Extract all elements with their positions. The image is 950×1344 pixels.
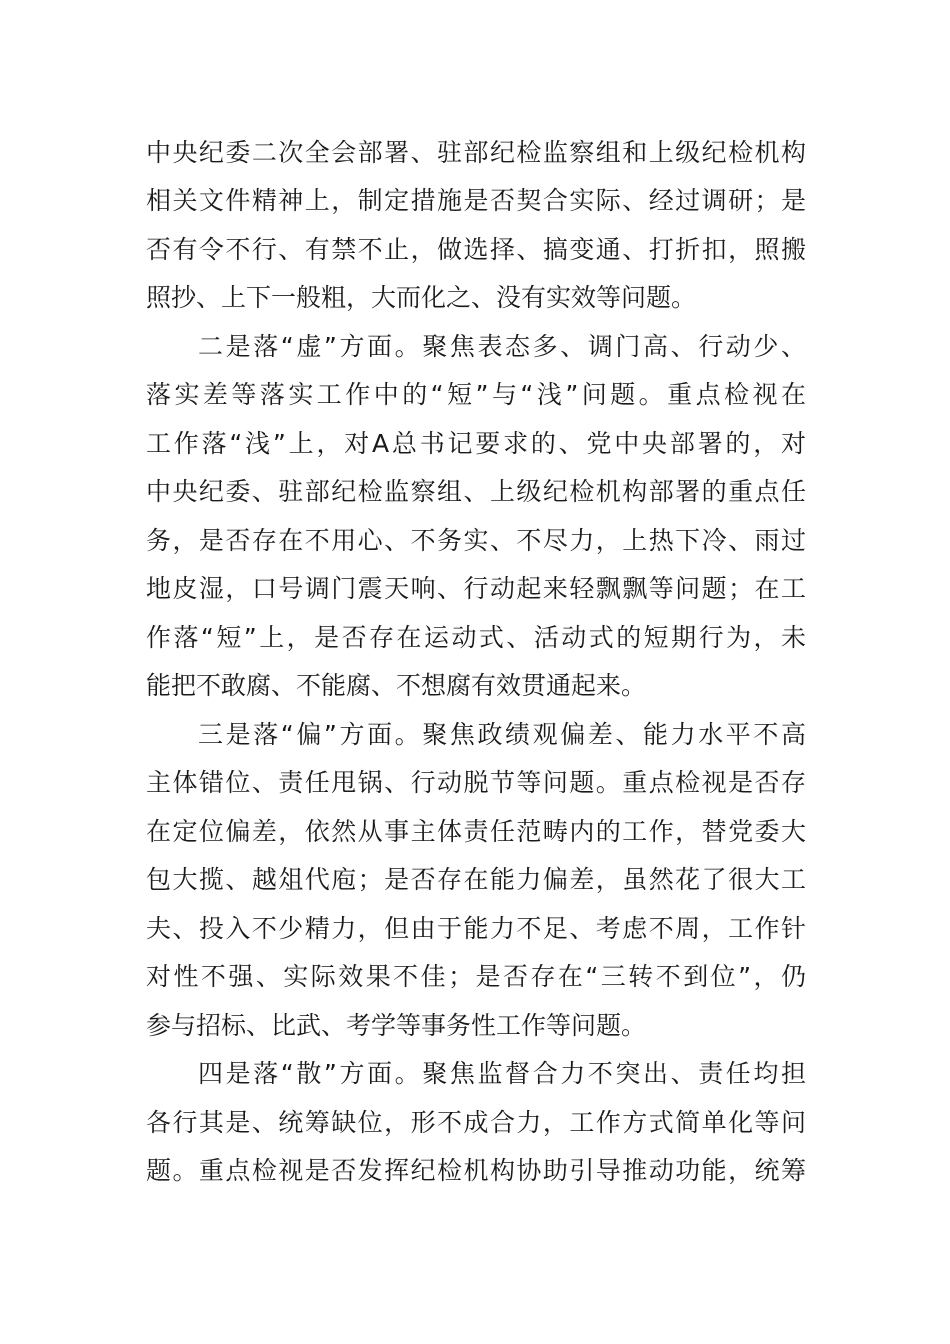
- text-line: 中央纪委、驻部纪检监察组、上级纪检机构部署的重点任: [146, 477, 806, 506]
- text-line: 中央纪委二次全会部署、驻部纪检监察组和上级纪检机构: [146, 138, 806, 167]
- text-line: 对性不强、实际效果不佳；是否存在“三转不到位”，仍: [146, 962, 806, 991]
- text-line: 参与招标、比武、考学等事务性工作等问题。: [146, 1011, 647, 1040]
- text-line: 落实差等落实工作中的“短”与“浅”问题。重点检视在: [146, 380, 806, 409]
- text-line: 夫、投入不少精力，但由于能力不足、考虑不周，工作针: [146, 914, 806, 943]
- text-line: 在定位偏差，依然从事主体责任范畴内的工作，替党委大: [146, 817, 806, 846]
- paragraph-heading-line: 三是落“偏”方面。聚焦政绩观偏差、能力水平不高: [198, 720, 806, 749]
- text-line: 包大揽、越俎代庖；是否存在能力偏差，虽然花了很大工: [146, 865, 806, 894]
- text-line: 各行其是、统筹缺位，形不成合力，工作方式简单化等问: [146, 1108, 806, 1137]
- text-line: 地皮湿，口号调门震天响、行动起来轻飘飘等问题；在工: [146, 574, 806, 603]
- text-line: 作落“短”上，是否存在运动式、活动式的短期行为，未: [146, 623, 806, 652]
- text-line: 题。重点检视是否发挥纪检机构协助引导推动功能，统筹: [146, 1156, 806, 1185]
- paragraph-heading-line: 四是落“散”方面。聚焦监督合力不突出、责任均担: [198, 1059, 806, 1088]
- paragraph-heading-line: 二是落“虚”方面。聚焦表态多、调门高、行动少、: [198, 332, 806, 361]
- text-line: 照抄、上下一般粗，大而化之、没有实效等问题。: [146, 283, 697, 312]
- text-line: 工作落“浅”上，对A总书记要求的、党中央部署的，对: [146, 429, 806, 458]
- text-line: 务，是否存在不用心、不务实、不尽力，上热下冷、雨过: [146, 526, 806, 555]
- text-line: 主体错位、责任甩锅、行动脱节等问题。重点检视是否存: [146, 768, 806, 797]
- text-line: 相关文件精神上，制定措施是否契合实际、经过调研；是: [146, 186, 806, 215]
- text-line: 能把不敢腐、不能腐、不想腐有效贯通起来。: [146, 671, 647, 700]
- text-line: 否有令不行、有禁不止，做选择、搞变通、打折扣，照搬: [146, 235, 806, 264]
